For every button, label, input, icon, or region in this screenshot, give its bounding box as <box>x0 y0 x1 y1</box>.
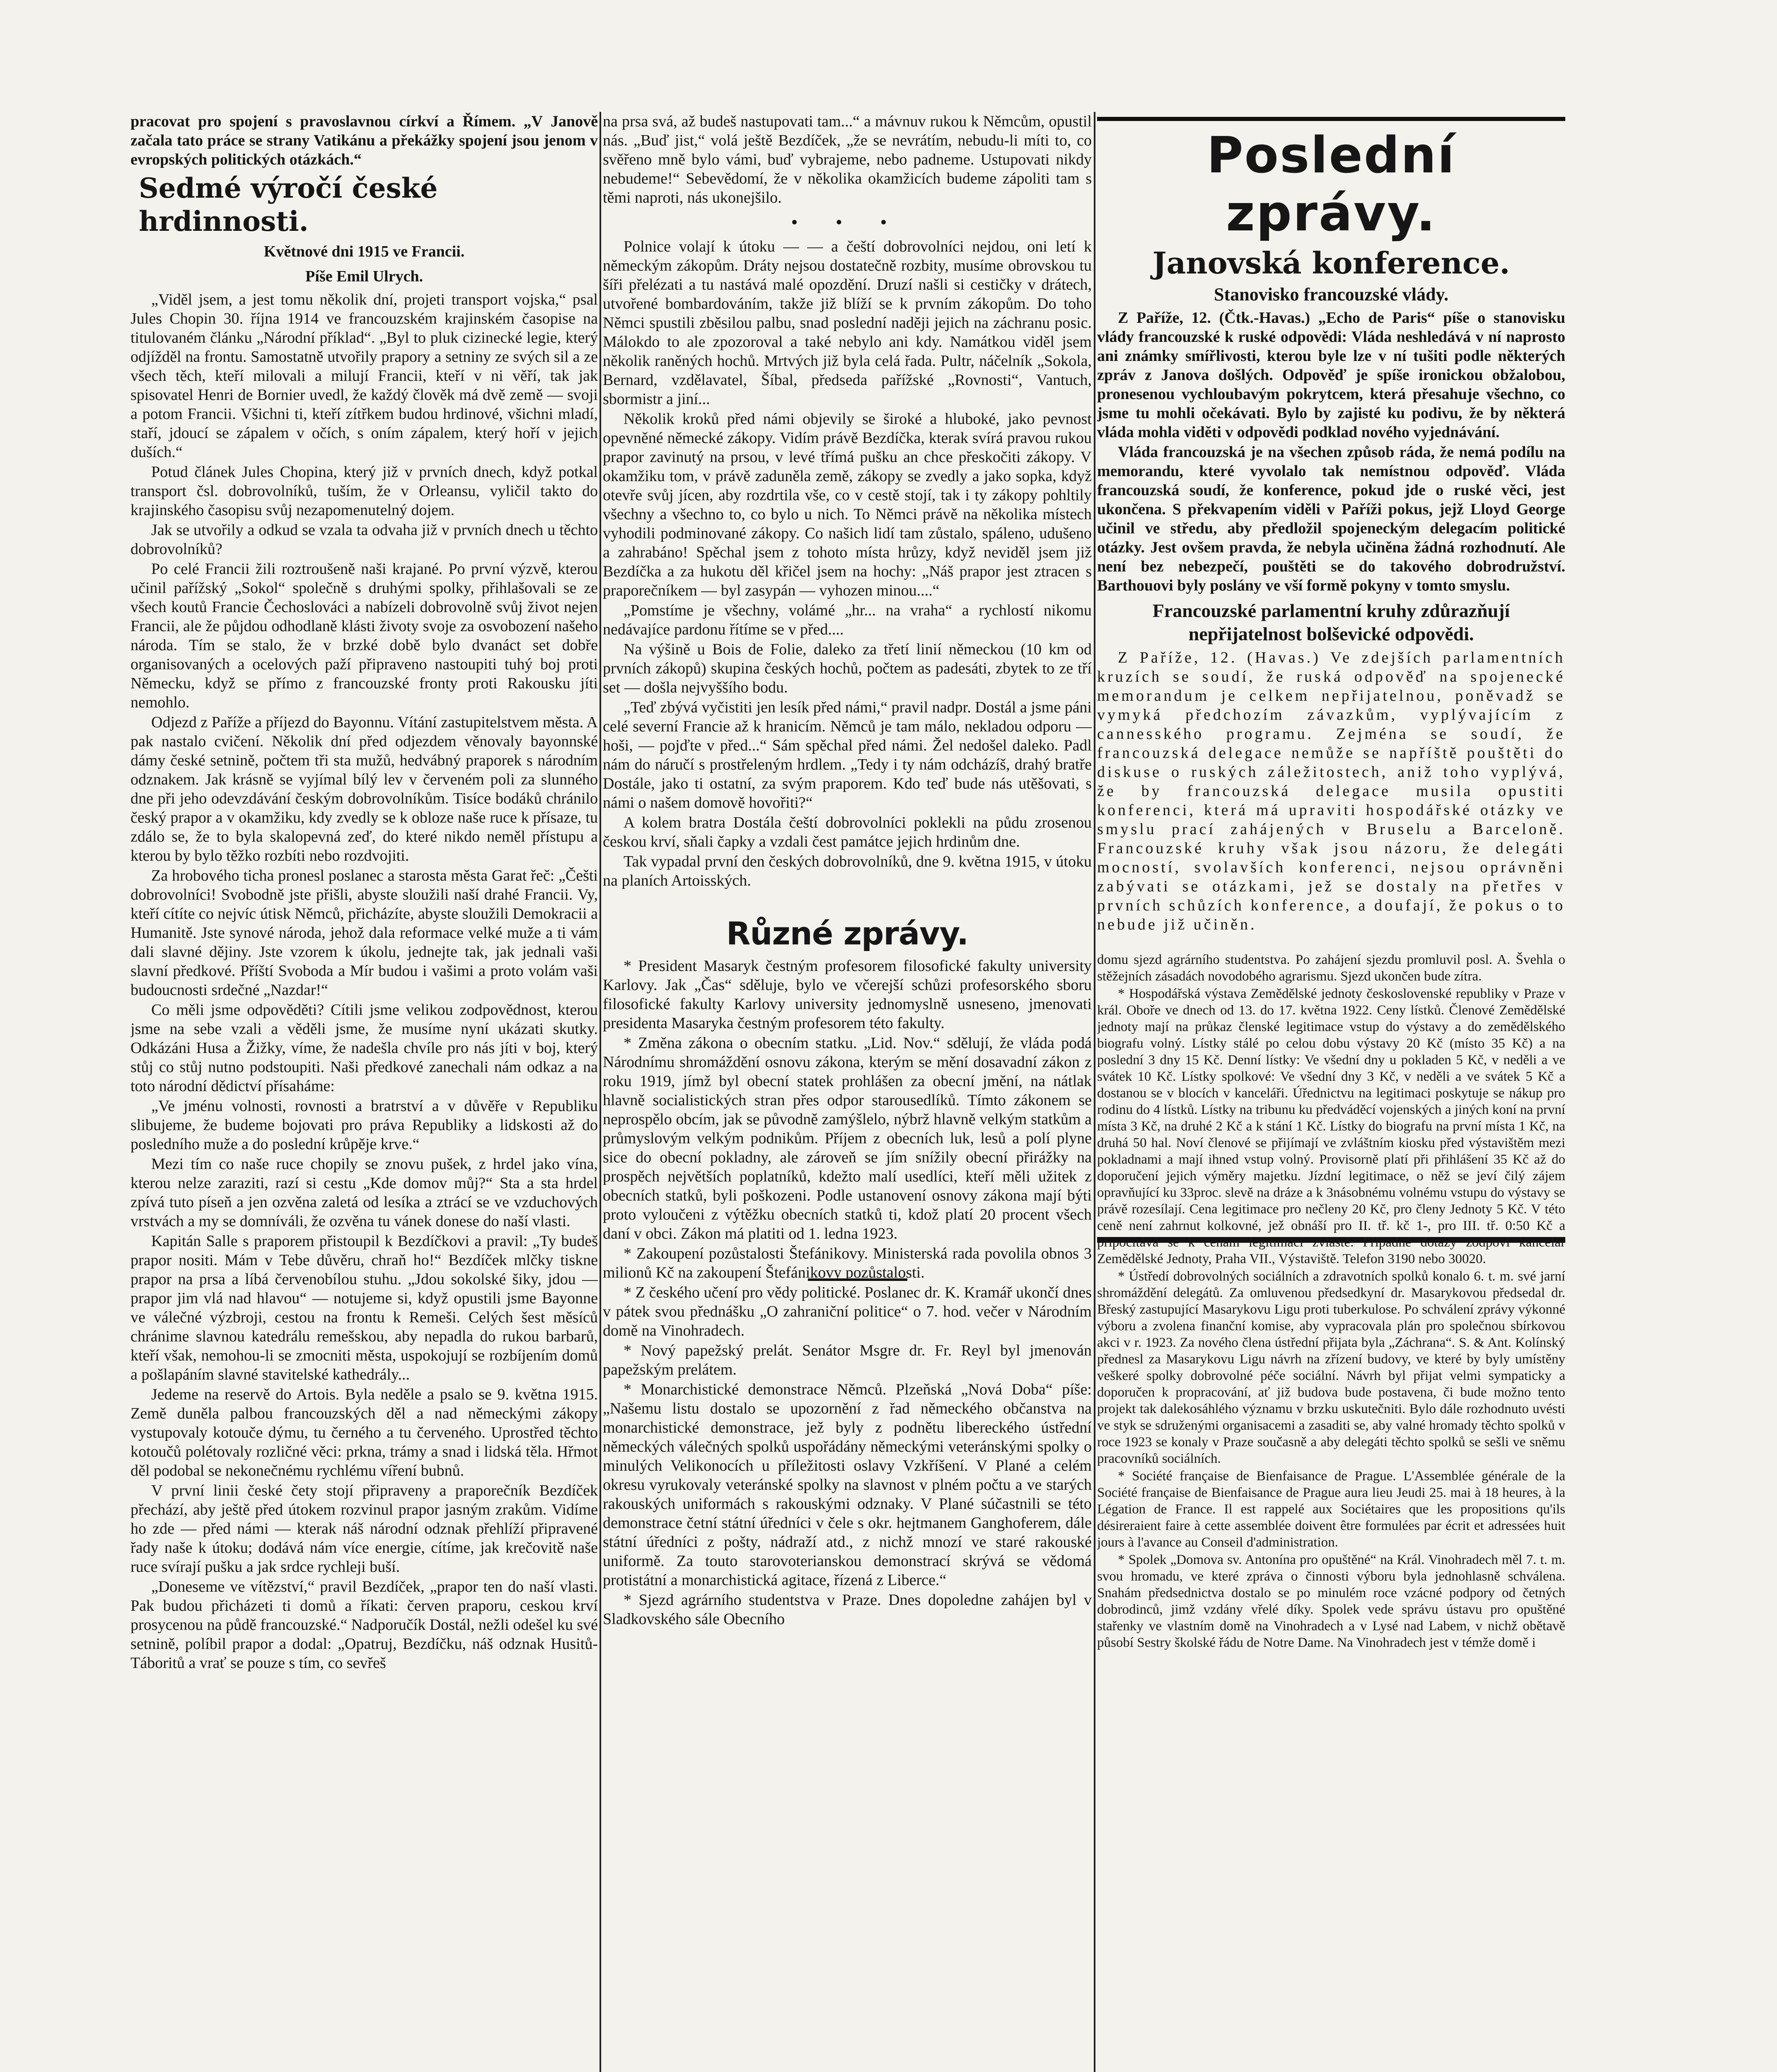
paragraph: Jedeme na reservě do Artois. Byla neděle a psalo se 9. května 1915. Země duněla palbou francouzských děl a nad německými zákopy vystupovaly kotouče dýmu, tu černého a tu červeného. Uprostřed těchto kotoučů polétovaly rozličné věci: prkna, trámy a snad i lidská těla. Hřmot děl podobal se nekonečnému rychlému víření bubnů. <box>131 1386 598 1479</box>
column-3 <box>1097 112 1565 2072</box>
paragraph: „Pomstíme je všechny, volámé „hr... na vraha“ a rychlostí nikomu nedávajíce pardonu řítíme se v před.... <box>603 602 1092 638</box>
article-subtitle: Stanovisko francouzské vlády. <box>1214 284 1448 305</box>
paragraph: Z Paříže, 12. (Čtk.-Havas.) „Echo de Paris“ píše o stanovisku vlády francouzské k ruské odpovědi: Vláda neshledává v ní naprosto ani známky smířlivosti, kterou byle lze v ní tušiti podle některých zpráv z Janova došlých. Odpověď je spíše ironickou obžalobou, pronesenou vychloubavým pokrytcem, která přesahuje všechno, co jsme tu mohli očekávati. Bylo by zajisté ku podivu, že by některá vláda mohla viděti v odpovědi podklad nového vyjednávání. <box>1097 309 1565 441</box>
section-break-dots: • • • <box>791 211 904 232</box>
column-divider <box>1094 112 1095 2072</box>
column-2 <box>603 112 1092 2072</box>
paragraph: „Ve jménu volnosti, rovnosti a bratrství a v důvěře v Republiku slibujeme, že budeme bojovati pro práva Republiky a lidskosti až do posledního muže a do poslední krůpěje krve.“ <box>131 1097 598 1153</box>
news-item: * Ústředí dobrovolných sociálních a zdravotních spolků konalo 6. t. m. své jarní shromáždění delegátů. Za omluvenou předsedkyní dr. Masarykovou předsedal dr. Břeský zastupující Masarykovu Ligu proti tuberkulose. Po schválení zprávy výkonné výboru a zvolena finanční komise, aby vypracovala plán pro společnou sbírkovou akci v r. 1923. Za nového člena ústřední přijata byla „Záchrana“. S. & Ant. Kolínský přednesl za Masarykovu Ligu návrh na zřízení budovy, ve které by byly umístěny veškeré spolky dobrovolné péče sociální. Návrh byl přijat velmi sympaticky a doporučen k propracování, ať již budova bude postavena, či bude možno tento projekt tak dalekosáhlého významu v brzku uskutečniti. Bylo dále rozhodnuto uvésti ve styk se sdruženými organisacemi a zasaditi se, aby valné hromady těchto spolků v roce 1923 se konaly v Praze současně a aby delegáti těchto spolků se sešli ve sněmu pracovníků sociálních. <box>1097 1269 1565 1466</box>
paragraph: „Viděl jsem, a jest tomu několik dní, projeti transport vojska,“ psal Jules Chopin 30. října 1914 ve francouzském krajinském časopise na titulovaném článku „Národní příklad“. „Byl to pluk cizinecké legie, který odjížděl na frontu. Samostatně utvořily prapory a setniny ze svých sil a ze všech těch, kteří milovali a milují Francii, kteří v ni věří, tak jak spisovatel Henri de Bornier uvedl, že každý člověk má dvě země — svoji a potom Francii. Všichni ti, kteří zítřkem budou hrdinové, všichni mladí, staří, jdoucí se zápalem v očích, s oním zápalem, který hoří v jejich duších.“ <box>131 291 598 461</box>
column-divider <box>600 112 601 2072</box>
paragraph: Mezi tím co naše ruce chopily se znovu pušek, z hrdel jako vína, kterou nelze zaraziti, razí si cestu „Kde domov můj?“ Sta a sta hrdel zpívá tuto píseň a jen ozvěna zaletá od lesíka a ztrácí se ve vzduchových vrstvách a my se domníváli, že ozvěna tu vánek donese do naší vlasti. <box>131 1155 598 1230</box>
news-item: * Nový papežský prelát. Senátor Msgre dr. Fr. Reyl byl jmenován papežským prelátem. <box>603 1342 1092 1378</box>
article-subtitle: Květnové dni 1915 ve Francii. <box>264 243 465 260</box>
news-item: * Změna zákona o obecním statku. „Lid. Nov.“ sdělují, že vláda podá Národnímu shromáždění osnovu zákona, kterým se mění dosavadní zákon z roku 1919, jímž byl obecní statek prohlášen za obecní jmění, na nátlak hlavně socialistických stran přes odpor starousedlíků. Tímto zákonem se neprospělo obcím, jak se původně zamýšlelo, nýbrž hlavně velkým statkům a průmyslovým velkým podnikům. Příjem z obecních luk, lesů a polí plyne sice do obecní pokladny, ale zároveň se jím snížily obecní přirážky na prospěch největších poplatníků, kdežto malí usedlíci, kteří měli užitek z obecních statků, byli poškozeni. Podle ustanovení osnovy zákona mají býti proto vyloučeni z výtěžku obecních statků ti, kdož platí 20 procent všech daní v obci. Zákon má platiti od 1. ledna 1923. <box>603 1034 1092 1242</box>
paragraph: Po celé Francii žili roztroušeně naši krajané. Po první výzvě, kterou učinil pařížský „Sokol“ společně s druhými spolky, přihlašovali se ze všech koutů Francie Čechoslováci a nabízeli dobrovolně svůj život nejen Francii, ale že půjdou odhodlaně klásti životy svoje za osvobození našeho národa. Tím se stalo, že v brzké době bylo dvanáct set dobře organisovaných a ocelových paží připraveno nastoupiti tuhý boj proti Německu, když se přímo z francouzské fronty proti Rakousku jíti nemohlo. <box>131 560 598 711</box>
article-title: Janovská konference. <box>1152 245 1510 281</box>
column-1 <box>131 112 598 2072</box>
news-item: * Monarchistické demonstrace Němců. Plzeňská „Nová Doba“ píše: „Našemu listu dostalo se upozornění z řad německého občanstva na monarchistické demonstrace, jež byly z podnětu libereckého ústřední německých válečných spolků uspořádány německými veteránskými spolky o minulých Velikonocích u příležitosti oslavy Vzkříšení. V Plané a celém okresu vyrukovaly veteránské spolky na slavnost v plném počtu a ve starých rakouských uniformách s rakouskými odznaky. V Plané súčastnili se této demonstrace četní státní úředníci v čele s okr. hejtmanem Ganghoferem, dále státní úředníci z pošty, nádraží atd., z nichž mnozí ve staré rakouské uniformě. Za touto starovoterianskou demonstrací skrývá se vědomá protistátní a monarchistická agitace, řízená z Liberce.“ <box>603 1381 1092 1589</box>
paragraph: pracovat pro spojení s pravoslavnou církví a Římem. „V Janově začala tato práce se strany Vatikánu a překážky spojení jsou jenom v evropských politických otázkách.“ <box>131 113 598 168</box>
paragraph: Kapitán Salle s praporem přistoupil k Bezdíčkovi a pravil: „Ty budeš prapor nositi. Mám v Tebe důvěru, chraň ho!“ Bezdíček mlčky tiskne prapor na prsa a líbá červenobílou stuhu. „Jdou sokolské šiky, jdou — prapor jim vlá nad hlavou“ — notujeme si, když opustili jsme Bayonne ve válečné výzbroji, cestou na frontu k Remeši. Celých šest měsíců chránime slavnou katedrálu remešskou, aby nepadla do rukou barbarů, kteří však, nemohou-li se zmocniti města, uspokojují se rozbíjením domů a pošlapáním slavné stavitelské kathedrály... <box>131 1232 598 1383</box>
section-title: Poslední zprávy. <box>1206 127 1456 242</box>
article-author: Píše Emil Ulrych. <box>305 268 423 285</box>
news-item: domu sjezd agrárního studentstva. Po zahájení sjezdu promluvil posl. A. Švehla o stěžejních zásadách novodobého agrarismu. Sjezd ukončen bude zítra. <box>1097 952 1565 984</box>
paragraph: Potud článek Jules Chopina, který již v prvních dnech, když potkal transport čsl. dobrovolníků, tuším, že v Orleansu, vyličil takto do krajinského časopisu svůj nezapomenutelný dojem. <box>131 463 598 519</box>
paragraph: Jak se utvořily a odkud se vzala ta odvaha již v prvních dnech u těchto dobrovolníků? <box>131 521 598 558</box>
news-item: * President Masaryk čestným profesorem filosofické fakulty university Karlovy. Jak „Čas“ sděluje, bylo ve včerejší schůzi profesorského sboru filosofické fakulty Karlovy university jednomyslně usneseno, jmenovati presidenta Masaryka čestným profesorem této fakulty. <box>603 957 1092 1032</box>
paragraph: Tak vypadal první den českých dobrovolníků, dne 9. května 1915, v útoku na planích Artoisských. <box>603 853 1092 889</box>
paragraph: Za hrobového ticha pronesl poslanec a starosta města Garat řeč: „Češti dobrovolníci! Svobodně jste přišli, abyste sloužili naší drahé Francii. Vy, kteří cítíte co nejvíc útisk Němců, přicházíte, abyste sloužili Demokracii a Humanitě. Jste synové národa, jehož dala reformace velké muže a ti vám dali slavné dějiny. Jste vzorem k úkolu, jednejte tak, jak jednali vaši slavní předkové. Příští Svoboda a Mír budou i vašimi a proto volám vaši budoucnosti srdečné „Nazdar!“ <box>131 867 598 999</box>
paragraph: Z Paříže, 12. (Havas.) Ve zdejších parlamentních kruzích se soudí, že ruská odpověď na spojenecké memorandum je celkem nepřijatelnou, poněvadž se vymyká předchozím závazkům, vyplývajícím z cannesského programu. Zejména se soudí, že francouzská delegace nemůže se napříště pouštěti do diskuse o ruských záležitostech, aniž toho vyplývá, že by francouzská delegace musila opustiti konferenci, která má upraviti hospodářské otázky ve smyslu prací zahájených v Bruselu a Barceloně. Francouzské kruhy však jsou názoru, že delegáti mocností, svolavších konferenci, nejsou oprávněni zabývati se otázkami, jež se dostaly na přetřes v prvních schůzích konference, a doufají, že pokus o to nebude již učiněn. <box>1097 649 1565 933</box>
news-item: * Z českého učení pro vědy politické. Poslanec dr. K. Kramář ukončí dnes v pátek svou přednášku „O zahraniční politice“ o 7. hod. večer v Národním domě na Vinohradech. <box>603 1284 1092 1339</box>
paragraph: Vláda francouzská je na všechen způsob ráda, že nemá podílu na memorandu, které vyvolalo tak nemístnou odpověď. Vláda francouzská soudí, že konference, pokud jde o ruské věci, jest ukončena. S překvapením viděli v Paříži pokus, jejž Lloyd George učinil ve středu, aby předložil spojeneckým delegacím politické otázky. Jest ovšem pravda, že nebyla učiněna žádná rozhodnutí. Ale není bez nebezpečí, pouštěti se do takového dobrodružství. Barthouovi byly poslány ve vší formě pokyny v tomto smyslu. <box>1097 443 1565 594</box>
section-title: Různé zprávy. <box>726 915 969 952</box>
article-title: Francouzské parlamentní kruhy zdůrazňují nepřijatelnost bolševické odpovědi. <box>1152 600 1510 644</box>
paragraph: A kolem bratra Dostála čeští dobrovolníci poklekli na půdu zrosenou českou krví, sňali čapky a vzdali čest památce jejich hrdinům dne. <box>603 814 1092 850</box>
paragraph: Co měli jsme odpověděti? Cítili jsme velikou zodpovědnost, kterou jsme na sebe vzali a věděli jsme, že musíme nyní ukázati skutky. Odkázáni Husa a Žižky, víme, že nadešla chvíle pro nás jíti v boj, který stůj co stůj nutno podstoupiti. Naši předkové zanechali nám odkaz a na toto národní dědictví přísaháme: <box>131 1001 598 1095</box>
news-item: * Sjezd agrárního studentstva v Praze. Dnes dopoledne zahájen byl v Sladkovského sále Obecního <box>603 1591 1092 1628</box>
paragraph: „Teď zbývá vyčistiti jen lesík před námi,“ pravil nadpr. Dostál a jsme páni celé severní Francie až k hranicím. Němců je tam málo, nekladou odporu — hoši, — pojďte v před...“ Sám spěchal před námi. Žel nedošel daleko. Padl nám do náručí s prostřeleným hrdlem. „Tedy i ty nám odcházíš, drahý bratře Dostále, jako ti ostatní, za svým praporem. Kdo teď bude nás utěšovati, s námi o našem domově hovořiti?“ <box>603 699 1092 811</box>
paragraph: Několik kroků před námi objevily se široké a hluboké, jako pevnost opevněné německé zákopy. Vidím právě Bezdíčka, kterak svírá pravou rukou prapor zavinutý na prsou, v levé třímá pušku an chce přeskočiti zákopy. V okamžiku tom, v právě zaduněla země, zákopy se zvedly a jako sopka, když otevře svůj jícen, aby rozdrtila vše, co v cestě stojí, tak i ty zákopy pohltily všechny a všechno to, co bylo u nich. To Němci právě na několika místech vyhodili podminované zákopy. Co našich lidí tam zůstalo, spáleno, udušeno a zahrabáno! Spěchal jsem z tohoto místa hrůzy, když neviděl jsem již Bezdíčka a za hukotu děl křičel jsem na hochy: „Náš prapor jest ztracen s praporečníkem — byl zasypán — vyhozen minou....“ <box>603 410 1092 599</box>
paragraph: „Doneseme ve vítězství,“ pravil Bezdíček, „prapor ten do naší vlasti. Pak budou přicházeti ti domů a říkati: červen praporu, ceskou krví prosycenou na půdě francouzské.“ Nadporučík Dostál, nežli odešel ku své setnině, políbil prapor a dodal: „Opatruj, Bezdíčku, náš odznak Husitů-Táboritů a vrať se pouze s tím, co sevřeš <box>131 1578 598 1672</box>
news-item: * Société française de Bienfaisance de Prague. L'Assemblée générale de la Société française de Bienfaisance de Prague aura lieu Jeudi 25. mai à 18 heures, à la Légation de France. Il est rappelé aux Sociétaires que les propositions qu'ils désireraient faire à cette assemblée doivent être formulées par écrit et adressées huit jours à l'avance au Conseil d'administration. <box>1097 1469 1565 1550</box>
news-item: * Zakoupení pozůstalosti Štefánikovy. Ministerská rada povolila obnos 3 milionů Kč na zakoupení Štefánikovy pozůstalosti. <box>603 1245 1092 1281</box>
news-item: * Spolek „Domova sv. Antonína pro opuštěné“ na Král. Vinohradech měl 7. t. m. svou hromadu, ve které zpráva o činnosti výboru byla jednohlasně schválena. Snahám předsednictva dostalo se po minulém roce vzácné podpory od četných dobrodinců, jimž vzdány vřelé díky. Spolek vede správu ústavu pro opuštěné stařenky ve vlastním domě na Vinohradech a v Lysé nad Labem, v nichž obětavě působí Sestry školské řádu de Notre Dame. Na Vinohradech jest v témže domě i <box>1097 1552 1565 1650</box>
paragraph: na prsa svá, až budeš nastupovati tam...“ a mávnuv rukou k Němcům, opustil nás. „Buď jist,“ volá ještě Bezdíček, „že se nevrátím, nebudu-li míti to, co svěřeno mně bylo vámi, buď vybrajeme, nebo padneme. Ustupovati nikdy nebudeme!“ Sebevědomí, že v několika okamžicích budeme zápoliti tam s těmi naproti, nás ukonejšilo. <box>603 113 1092 206</box>
paragraph: Na výšině u Bois de Folie, daleko za třetí linií německou (10 km od prvních zákopů) skupina českých hochů, počtem as padesáti, zbytek to ze tří set — došla nejvyššího bodu. <box>603 641 1092 696</box>
news-item: * Hospodářská výstava Zemědělské jednoty československé republiky v Praze v král. Oboře ve dnech od 13. do 17. května 1922. Ceny lístků. Členové Zemědělské jednoty mají na průkaz členské legitimace vstup do výstavy a do zemědělského biografu volný. Lístky stálé po celou dobu výstavy 20 Kč (místo 35 Kč) a na poslední 3 dny 15 Kč. Denní lístky: Ve všední dny u pokladen 5 Kč, v neděli a ve svátek 10 Kč. Lístky spolkové: Ve všední dny 3 Kč, v neděli a ve svátek 5 Kč a dostanou se v blocích v kanceláři. Úřednictvu na legitimaci poskytuje se nákup pro rodinu do 4 lístků. Lístky na tribunu ku předváděcí vojenských a jiných koní na první místa 3 Kč, na druhé 2 Kč a k stání 1 Kč. Lístky do biografu na první místa 1 Kč, na druhá 50 hal. Noví členové se přijímají ve zvláštním kiosku před výstavištěm mezi pokladnami a mají ihned vstup volný. Provisorně platí při přihlášení 35 Kč až do doporučení jejich výměry majetku. Jízdní legitimace, o něž se jeví čilý zájem opravňující ku 33proc. slevě na dráze a k 3násobnému volnému vstupu do výstavy se právě rozesílají. Cena legitimace pro nečleny 20 Kč, pro členy Jednoty 5 Kč. V této ceně není zahrnut kolkovné, jež obnáší pro II. tř. kč 1-, pro III. tř. 0:50 Kč a připočítává se k cenám legitimací zvláště. Případné dotazy zodpoví kancelář Zemědělské Jednoty, Praha VII., Výstaviště. Telefon 3190 nebo 30020. <box>1097 986 1565 1266</box>
paragraph: Odjezd z Paříže a příjezd do Bayonnu. Vítání zastupitelstvem města. A pak nastalo cvičení. Několik dní před odjezdem věnovaly bayonnské dámy české setnině, počtem tři sta mužů, hedvábný praporek s národním odznakem. Jak krásně se vyjímal bílý lev v červeném poli za slunného dne při jeho odevzdávání českým dobrovolníkům. Tisíce bodáků chránilo český prapor a v okamžiku, kdy zvedly se k obloze naše ruce k přísaze, tu zdálo se, že to byla skalopevná zeď, do které nikdo neměl přístupu a kterou by bylo těžko rozbíti nebo rozdvojiti. <box>131 714 598 864</box>
paragraph: Polnice volají k útoku — — a čeští dobrovolníci nejdou, oni letí k německým zákopům. Dráty nejsou dostatečně rozbity, musíme obrovskou tu šíři přelézati a tu nastává malé opozdění. Druzí našli si cestičky v drátech, utvořené bombardováním, takže již blíží se k prvním zákopům. Do toho Němci spustili zběsilou palbu, snad poslední naději jejich na záchranu posic. Málokdo to ale zpozoroval a také nebylo ani kdy. Namátkou viděl jsem několik raněných hochů. Mrtvých již byla celá řada. Pultr, náčelník „Sokola, Bernard, vzdělavatel, Šíbal, předseda pařížské „Rovnosti“, Vantuch, sbormistr a jiní... <box>603 238 1092 408</box>
paragraph: V první linii české čety stojí připraveny a praporečník Bezdíček přechází, aby ještě před útokem rozvinul prapor jasným zrakům. Vidíme ho zde — před námi — kterak náš národní odznak přehlíží připravené řady naše k útoku; dodává nám více energie, cítíme, jak krečovitě naše ruce svírají pušku a jak srdce rychleji buší. <box>131 1482 598 1576</box>
article-title: Sedmé výročí české hrdinnosti. <box>139 172 438 237</box>
